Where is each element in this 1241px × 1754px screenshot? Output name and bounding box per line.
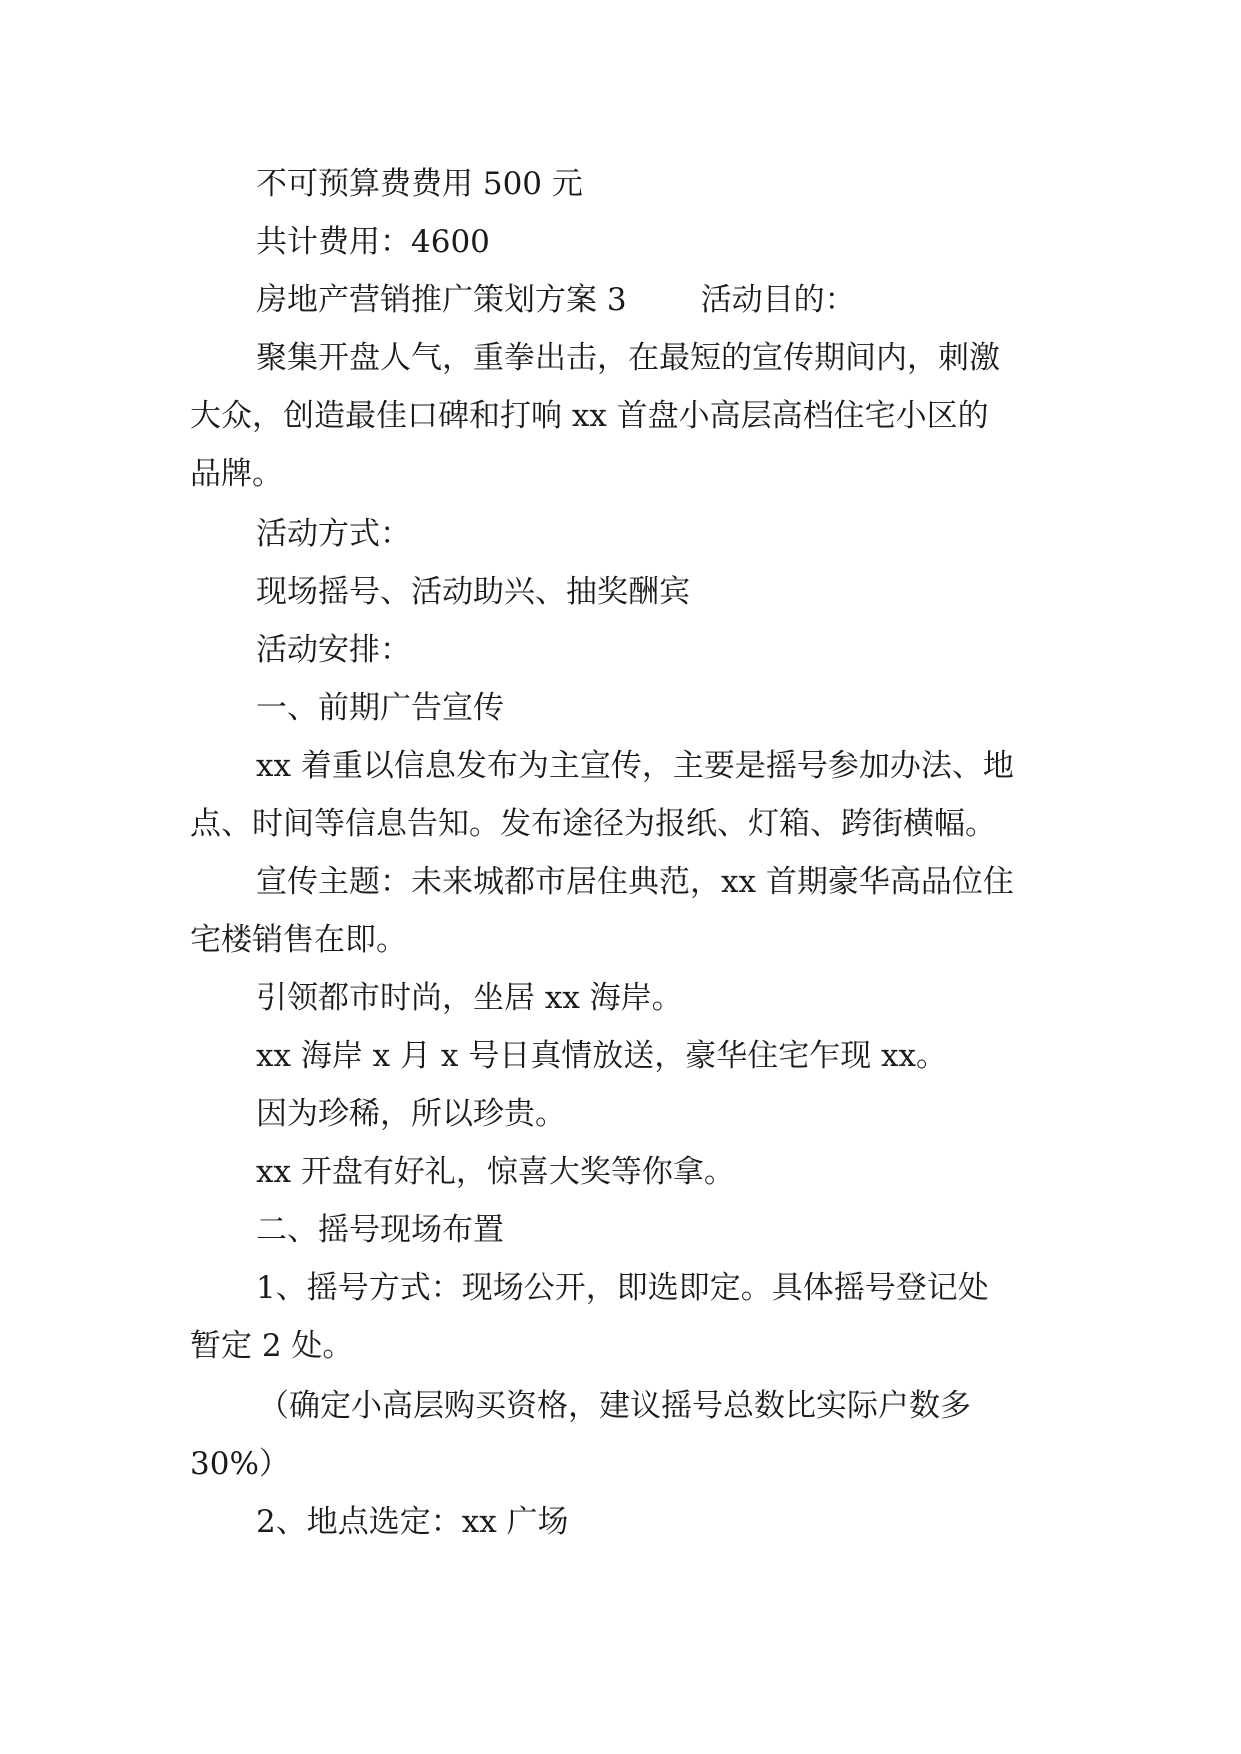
text-line-purpose-3: 品牌。 <box>190 456 283 492</box>
activity-purpose-label: 活动目的： <box>700 282 856 318</box>
text-line-location: 2、地点选定：xx 广场 <box>256 1504 569 1540</box>
text-line-publicity-2: 点、时间等信息告知。发布途径为报纸、灯箱、跨街横幅。 <box>190 806 996 842</box>
text-line-method: 现场摇号、活动助兴、抽奖酬宾 <box>256 574 690 610</box>
text-line-purpose-1: 聚集开盘人气，重拳出击，在最短的宣传期间内，刺激 <box>256 340 1000 376</box>
text-line-lottery-method-1: 1、摇号方式：现场公开，即选即定。具体摇号登记处 <box>256 1270 989 1306</box>
text-line-slogan-4: xx 开盘有好礼，惊喜大奖等你拿。 <box>256 1154 735 1190</box>
text-line-note-2: 30%） <box>190 1446 290 1482</box>
text-line-purpose-2: 大众，创造最佳口碑和打响 xx 首盘小高层高档住宅小区的 <box>190 398 989 434</box>
text-line-arrangement-label: 活动安排： <box>256 632 411 668</box>
text-line-theme-2: 宅楼销售在即。 <box>190 922 407 958</box>
text-line-section-2: 二、摇号现场布置 <box>256 1212 504 1248</box>
text-line-plan-heading <box>256 280 856 320</box>
plan-title: 房地产营销推广策划方案 3 <box>256 282 627 318</box>
text-line-slogan-2: xx 海岸 x 月 x 号日真情放送，豪华住宅乍现 xx。 <box>256 1038 948 1074</box>
text-line-slogan-1: 引领都市时尚，坐居 xx 海岸。 <box>256 980 683 1016</box>
text-line-total-cost: 共计费用：4600 <box>256 224 490 260</box>
text-line-slogan-3: 因为珍稀，所以珍贵。 <box>256 1096 566 1132</box>
text-line-lottery-method-2: 暂定 2 处。 <box>190 1328 354 1364</box>
text-line-budget: 不可预算费费用 500 元 <box>256 166 583 202</box>
text-line-section-1: 一、前期广告宣传 <box>256 690 504 726</box>
text-line-method-label: 活动方式： <box>256 516 411 552</box>
text-line-note-1: （确定小高层购买资格，建议摇号总数比实际户数多 <box>258 1388 971 1424</box>
text-line-publicity-1: xx 着重以信息发布为主宣传，主要是摇号参加办法、地 <box>256 748 1014 784</box>
text-line-theme-1: 宣传主题：未来城都市居住典范，xx 首期豪华高品位住 <box>256 864 1014 900</box>
